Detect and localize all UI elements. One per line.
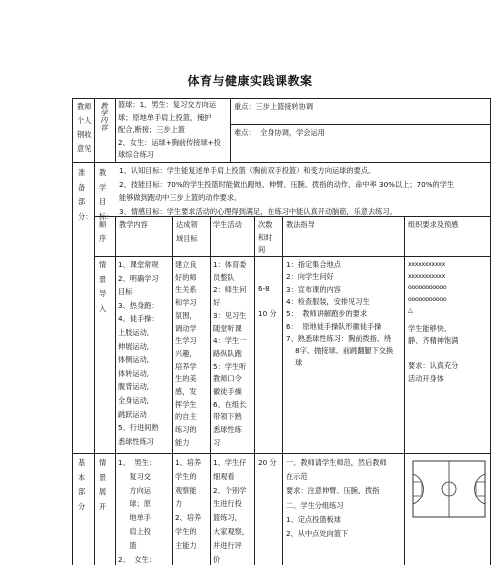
col-student-divider <box>254 216 255 565</box>
section2-label-char: 景 <box>99 472 107 482</box>
section1-student-line: 3：见习生 <box>213 310 247 320</box>
section1-method-line: 球 <box>286 358 303 368</box>
goals-label-char: 标： <box>99 211 114 221</box>
prep-section-bottom <box>72 453 490 454</box>
org-formation-line: xxxxxxxxxxx <box>408 261 445 268</box>
section2-method-line: 在示范 <box>286 472 308 482</box>
section1-goal-line: 建立良 <box>175 260 197 269</box>
section1-content-line: 腹背运动, <box>118 382 150 392</box>
section2-student-line: 生进行投 <box>213 499 242 509</box>
content-line: 篮球：1、男生：复习交方向运 <box>118 100 217 109</box>
section1-goal-line: 和学习 <box>175 298 197 308</box>
difficulty-text: 难点： 全身协调，学会运用 <box>234 128 325 137</box>
section1-method-line: 8字、抛接球、前跳翻腿下交换 <box>286 346 394 356</box>
section1-label-char: 导 <box>99 289 107 299</box>
section1-goal-line: 调动学 <box>175 323 197 333</box>
section1-method-line: 3：宣布课的内容 <box>286 284 341 294</box>
section1-student-line: 员整队 <box>213 272 235 282</box>
section1-content-line: 3、热身跑： <box>118 300 159 310</box>
section1-goal-line: 生关系 <box>175 285 197 295</box>
section2-student-line: 大家观察， <box>213 527 249 536</box>
section2-goal-line: 学生的 <box>175 527 197 536</box>
org-requirement-line: 要求：认真充分 <box>408 361 459 371</box>
column-header-bottom <box>94 256 490 257</box>
section1-goal-line: 兴趣， <box>175 348 197 358</box>
section2-label-char: 展 <box>99 487 107 497</box>
content-stamp: 教学内容 <box>100 102 109 131</box>
section2-times-line: 20 分 <box>258 458 277 467</box>
col-times-header: 次数 <box>258 220 273 229</box>
content-line: 球；原地单手肩上投篮，掩护 <box>118 112 212 122</box>
section2-content-line: 1、 男生： <box>118 458 156 467</box>
stamp-divider <box>115 98 116 162</box>
goal-line: 1、认知目标：学生能复述单手肩上投篮（胸前双手投篮）和变方向运球的要点。 <box>119 166 376 175</box>
col-order-divider <box>115 216 116 565</box>
section1-goal-line: 培养学 <box>175 361 197 371</box>
section2-method-line: 一、教师请学生师范，然后教师 <box>286 458 387 467</box>
table-right-border <box>490 98 491 565</box>
section2-label-char: 情 <box>99 458 107 467</box>
section2-method-line: 二、学生分组练习 <box>286 500 344 510</box>
section2-left-char: 部 <box>78 487 86 497</box>
section1-student-line: 1：体育委 <box>213 260 247 269</box>
section1-content-line: 跳跃运动 <box>118 409 147 419</box>
section2-content-line: 复习交 <box>118 471 151 481</box>
section2-left-char: 本 <box>78 472 86 482</box>
section2-label-char: 开 <box>99 501 107 511</box>
goal-line: 2、技能目标：70%的学生投篮时能做出蹬地、伸臂、压腕、拨指的动作，命中率 30%以上；70%的学生 <box>119 179 455 189</box>
goal-line: 3、情感目标：学生要求活动的心理得到满足，在练习中能认真开动脑筋，乐意去练习。 <box>119 206 397 216</box>
section1-times-line: 6-8 <box>258 284 270 293</box>
content-divider <box>230 98 231 162</box>
section2-student-line: 篮练习， <box>213 513 242 523</box>
goal-line: 能够做到跑动中三步上篮的动作要求。 <box>119 193 242 202</box>
section2-student-line: 并进行评 <box>213 540 242 550</box>
section1-goal-line: 的自主 <box>175 412 197 422</box>
section1-student-line: 教师口令 <box>213 374 242 384</box>
reviewer-label-line: 意见 <box>77 144 92 153</box>
col-left-divider <box>94 98 95 565</box>
section2-student-line: 1、学生仔 <box>213 458 247 467</box>
section2-content-line: 球；原 <box>118 499 151 509</box>
section1-method-line: 7、熟悉球性练习：胸前拨指、绕 <box>286 333 392 343</box>
section2-goal-line: 观察能 <box>175 485 197 495</box>
section1-method-line: 4：检查服装，安排见习生 <box>286 296 370 306</box>
col-content-divider <box>172 216 173 565</box>
section1-content-line: 上肢运动, <box>118 328 150 337</box>
section2-content-line: 2、 女生： <box>118 554 156 564</box>
section1-goal-line: 生学习 <box>175 336 197 346</box>
section2-content-line: 方向运 <box>118 485 151 495</box>
section1-student-line: 2：师生问 <box>213 285 247 295</box>
section1-student-line: 习 <box>213 437 221 447</box>
prep-label-char: 分： <box>78 211 93 221</box>
col-times-divider <box>282 216 283 565</box>
goals-label-char: 学 <box>99 182 107 192</box>
prep-label-char: 准 <box>78 168 86 177</box>
section1-label-char: 情 <box>99 260 107 269</box>
section1-goal-line: 感，发 <box>175 387 197 396</box>
section2-student-line: 细观看 <box>213 471 235 481</box>
section2-goal-line: 力 <box>175 499 183 509</box>
col-org-header: 组织要求及预感 <box>408 220 459 229</box>
section2-left-char: 基 <box>78 458 86 467</box>
section1-student-line: 随堂听课 <box>213 323 242 333</box>
section1-content-line: 目标 <box>118 287 133 297</box>
col-goal-header: 达成领 <box>176 220 198 229</box>
section1-content-line: 1、课堂常规 <box>118 260 159 269</box>
section1-goal-line: 挥学生 <box>175 399 197 409</box>
reviewer-label-line: 个人 <box>77 116 92 125</box>
content-line: 球综合练习 <box>118 150 154 160</box>
basketball-court-diagram <box>412 460 486 518</box>
prep-label-char: 部 <box>78 197 86 207</box>
section2-method-line: 要求：注意伸臂、压腕、拨指 <box>286 486 380 496</box>
table-left-border <box>72 98 73 565</box>
section1-student-line: 带领下熟 <box>213 412 242 422</box>
content-line: 2、女生：运球+胸前传接球+投 <box>118 137 221 147</box>
section2-goal-line: 1、培养 <box>175 458 202 467</box>
section2-content-line: 肩上投 <box>118 527 151 536</box>
section1-method-line: 1：指定集合地点 <box>286 260 341 269</box>
reviewer-label-line: 钢收 <box>77 130 92 139</box>
section1-student-line: 路纵队跑 <box>213 348 242 358</box>
col-student-header: 学生活动 <box>213 220 242 229</box>
section1-student-line: 悉球性练 <box>213 425 242 435</box>
section1-student-line: 4：学生一 <box>213 336 247 346</box>
section1-method-line: 2：向学生问好 <box>286 272 334 282</box>
section1-student-line: 6、在组长 <box>213 399 247 409</box>
col-method-header: 教法指导 <box>286 220 315 229</box>
section1-method-line: 6： 原地徒手操队形徽徒手操 <box>286 321 382 331</box>
content-line: 配合,断接；三步上篮 <box>118 125 185 135</box>
col-times-header: 和时 <box>258 232 273 242</box>
page-title: 体育与健康实践课教案 <box>187 74 313 88</box>
section2-student-line: 价 <box>213 554 221 564</box>
prep-label-char: 备 <box>78 182 86 192</box>
section2-goal-line: 学生的 <box>175 471 197 481</box>
section2-left-char: 分 <box>78 501 86 511</box>
section1-student-line: 好 <box>213 298 221 308</box>
keypoint-divider <box>230 124 490 125</box>
section1-content-line: 体侧运动, <box>118 355 150 365</box>
section1-content-line: 体转运动, <box>118 368 150 378</box>
col-order-header: 序 <box>99 234 107 243</box>
section1-label-char: 景 <box>99 274 107 284</box>
section1-goal-line: 生的美 <box>175 374 197 384</box>
section2-method-line: 2、从中点处向篮下 <box>286 529 349 538</box>
col-goal-header: 域目标 <box>176 234 198 243</box>
org-formation-line: △ <box>408 307 413 315</box>
key-point-text: 重点：三步上篮接转协调 <box>234 102 314 111</box>
org-formation-line: ooooooooooo <box>408 295 447 303</box>
section1-goal-line: 能力 <box>175 437 190 447</box>
col-content-header: 教学内容 <box>119 220 148 229</box>
col-order-header: 顺 <box>99 220 107 229</box>
section1-student-line: 5：学生听 <box>213 361 247 371</box>
section1-goal-line: 氛围， <box>175 310 197 320</box>
org-formation-line: xxxxxxxxxxx <box>408 272 445 280</box>
col-goal-divider <box>210 216 211 565</box>
section1-times-line: 10 分 <box>258 309 277 319</box>
section1-student-line: 徽徒手操 <box>213 387 242 396</box>
section1-content-line: 悉球性练习 <box>118 436 154 446</box>
section1-content-line: 2、明确学习 <box>118 273 159 283</box>
reviewer-label-line: 教师 <box>77 102 92 111</box>
goals-label-char: 教 <box>99 168 107 177</box>
section2-goal-line: 2、培养 <box>175 513 202 523</box>
section1-goal-line: 好的师 <box>175 272 197 282</box>
col-times-header: 间 <box>258 245 266 255</box>
section2-method-line: 1、定点投篮板球 <box>286 514 341 524</box>
section1-content-line: 全身运动, <box>118 396 150 405</box>
section1-goal-line: 练习的 <box>175 425 197 435</box>
section1-content-line: 5、行进间熟 <box>118 423 159 433</box>
col-method-divider <box>404 216 405 565</box>
section2-goal-line: 主能力 <box>175 540 197 550</box>
goals-label-char: 目 <box>99 197 107 207</box>
section1-content-line: 4、徒手操： <box>118 314 159 324</box>
section2-student-line: 2、个别学 <box>213 485 247 495</box>
section2-content-line: 地单手 <box>118 513 151 523</box>
org-requirement-line: 学生能够快、 <box>408 324 452 333</box>
org-formation-line: ooooooooooo <box>408 284 447 292</box>
section1-content-line: 伸展运动, <box>118 341 150 351</box>
section1-label-char: 入 <box>99 303 107 313</box>
section2-content-line: 篮 <box>118 540 137 550</box>
org-requirement-line: 活动开身体 <box>408 373 444 383</box>
org-requirement-line: 静、齐精神饱满 <box>408 336 459 346</box>
section1-method-line: 5： 教师讲解跑步的要求 <box>286 309 368 319</box>
